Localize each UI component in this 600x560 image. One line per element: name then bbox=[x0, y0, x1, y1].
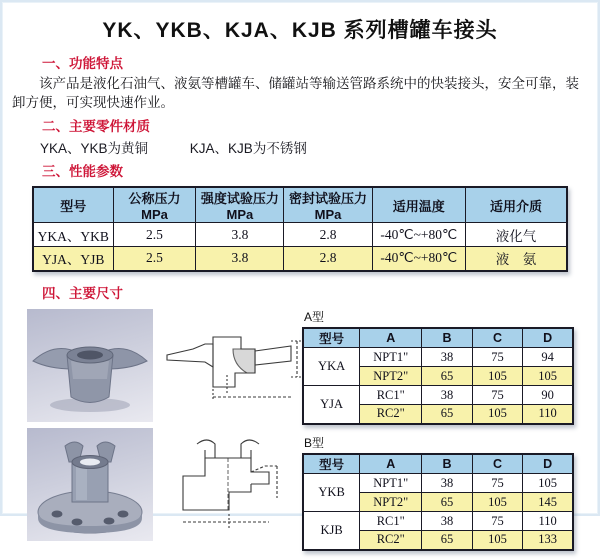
table-cell: 90 bbox=[523, 386, 573, 405]
dimension-drawing-b bbox=[163, 434, 302, 534]
materials-item-stainless: KJA、KJB为不锈钢 bbox=[189, 141, 307, 156]
page-title: YK、YKB、KJA、KJB 系列槽罐车接头 bbox=[102, 19, 498, 42]
table-cell: 110 bbox=[523, 512, 573, 531]
column-header-model: 型号 bbox=[303, 328, 360, 348]
product-photo-wing-coupling bbox=[27, 309, 153, 422]
table-cell: 105 bbox=[523, 367, 573, 386]
table-cell: 2.8 bbox=[284, 223, 372, 247]
column-header-b: B bbox=[422, 328, 472, 348]
cross-section-drawing-a bbox=[163, 315, 303, 415]
materials-line bbox=[40, 137, 590, 157]
dimension-table-a bbox=[302, 327, 574, 425]
table-cell: 75 bbox=[472, 348, 522, 367]
table-cell: -40℃~+80℃ bbox=[372, 223, 465, 247]
table-cell: 38 bbox=[422, 386, 472, 405]
column-header-a: A bbox=[360, 454, 422, 474]
dimension-table-b bbox=[302, 453, 574, 551]
column-header-b: B bbox=[422, 454, 472, 474]
section-heading-materials: 二、主要零件材质 bbox=[42, 119, 150, 134]
column-header-seal-test: 密封试验压力MPa bbox=[284, 187, 372, 223]
dimension-drawing-a bbox=[163, 315, 303, 415]
model-cell-ykb: YKB bbox=[303, 474, 360, 512]
column-header-nominal-pressure: 公称压力 MPa bbox=[113, 187, 196, 223]
table-cell: 2.8 bbox=[284, 247, 372, 271]
table-cell: NPT1" bbox=[360, 348, 422, 367]
column-header-d: D bbox=[523, 328, 573, 348]
flange-coupling-illustration bbox=[27, 428, 153, 541]
table-cell: 液化气 bbox=[466, 223, 567, 247]
table-cell: NPT1" bbox=[360, 474, 422, 493]
table-cell: 110 bbox=[523, 405, 573, 424]
table-cell: 94 bbox=[523, 348, 573, 367]
column-header-c: C bbox=[472, 328, 522, 348]
figure-row-a bbox=[10, 306, 302, 425]
table-cell: YKA、YKB bbox=[33, 223, 113, 247]
table-row bbox=[303, 348, 573, 367]
table-row bbox=[303, 512, 573, 531]
table-cell: 105 bbox=[472, 493, 522, 512]
table-cell: 液 氨 bbox=[466, 247, 567, 271]
table-cell: RC1" bbox=[360, 512, 422, 531]
table-a-label: A型 bbox=[304, 309, 325, 324]
column-header-a: A bbox=[360, 328, 422, 348]
materials-item-brass: YKA、YKB为黄铜 bbox=[40, 141, 149, 156]
column-header-model: 型号 bbox=[33, 187, 113, 223]
table-cell: 3.8 bbox=[196, 223, 284, 247]
section-heading-dimensions: 四、主要尺寸 bbox=[42, 285, 123, 301]
table-cell: 75 bbox=[472, 386, 522, 405]
cross-section-drawing-b bbox=[173, 432, 293, 536]
table-cell: 105 bbox=[523, 474, 573, 493]
product-photo-flange-coupling bbox=[27, 428, 153, 541]
table-cell: -40℃~+80℃ bbox=[372, 247, 465, 271]
table-b-label: B型 bbox=[304, 435, 325, 450]
table-cell: 65 bbox=[422, 493, 472, 512]
table-cell: RC2" bbox=[360, 531, 422, 550]
table-cell: 3.8 bbox=[196, 247, 284, 271]
table-cell: 38 bbox=[422, 474, 472, 493]
table-cell: 38 bbox=[422, 512, 472, 531]
table-cell: NPT2" bbox=[360, 493, 422, 512]
performance-header-row bbox=[33, 187, 567, 223]
column-header-strength-test: 强度试验压力MPa bbox=[196, 187, 284, 223]
table-cell: 2.5 bbox=[113, 223, 196, 247]
performance-row-yja-yjb bbox=[33, 247, 567, 271]
table-row bbox=[303, 386, 573, 405]
table-cell: 133 bbox=[523, 531, 573, 550]
performance-row-yka-ykb bbox=[33, 223, 567, 247]
table-cell: 65 bbox=[422, 367, 472, 386]
table-cell: RC2" bbox=[360, 405, 422, 424]
table-row bbox=[303, 474, 573, 493]
model-cell-kjb: KJB bbox=[303, 512, 360, 550]
section-heading-performance: 三、性能参数 bbox=[42, 164, 123, 179]
table-cell: 2.5 bbox=[113, 247, 196, 271]
figure-row-b bbox=[10, 425, 302, 544]
performance-table bbox=[32, 186, 568, 272]
column-header-model: 型号 bbox=[303, 454, 360, 474]
table-b-header-row bbox=[303, 454, 573, 474]
section-heading-features: 一、功能特点 bbox=[42, 56, 123, 71]
table-cell: YJA、YJB bbox=[33, 247, 113, 271]
table-cell: 105 bbox=[472, 405, 522, 424]
table-cell: 105 bbox=[472, 367, 522, 386]
dimensions-section bbox=[10, 306, 590, 560]
wing-coupling-illustration bbox=[27, 309, 153, 422]
column-header-temperature: 适用温度 bbox=[372, 187, 465, 223]
table-a-header-row bbox=[303, 328, 573, 348]
figures-column bbox=[10, 306, 302, 560]
table-cell: 65 bbox=[422, 531, 472, 550]
column-header-d: D bbox=[523, 454, 573, 474]
table-cell: 75 bbox=[472, 512, 522, 531]
table-cell: 38 bbox=[422, 348, 472, 367]
column-header-medium: 适用介质 bbox=[466, 187, 567, 223]
table-cell: NPT2" bbox=[360, 367, 422, 386]
column-header-c: C bbox=[472, 454, 522, 474]
dimension-tables-column bbox=[302, 306, 578, 560]
table-cell: RC1" bbox=[360, 386, 422, 405]
table-cell: 75 bbox=[472, 474, 522, 493]
table-cell: 145 bbox=[523, 493, 573, 512]
model-cell-yja: YJA bbox=[303, 386, 360, 424]
table-cell: 105 bbox=[472, 531, 522, 550]
features-paragraph: 该产品是液化石油气、液氨等槽罐车、储罐站等输送管路系统中的快装接头，安全可靠，装卸方便，可实现快速作业。 bbox=[12, 76, 579, 110]
model-cell-yka: YKA bbox=[303, 348, 360, 386]
table-cell: 65 bbox=[422, 405, 472, 424]
